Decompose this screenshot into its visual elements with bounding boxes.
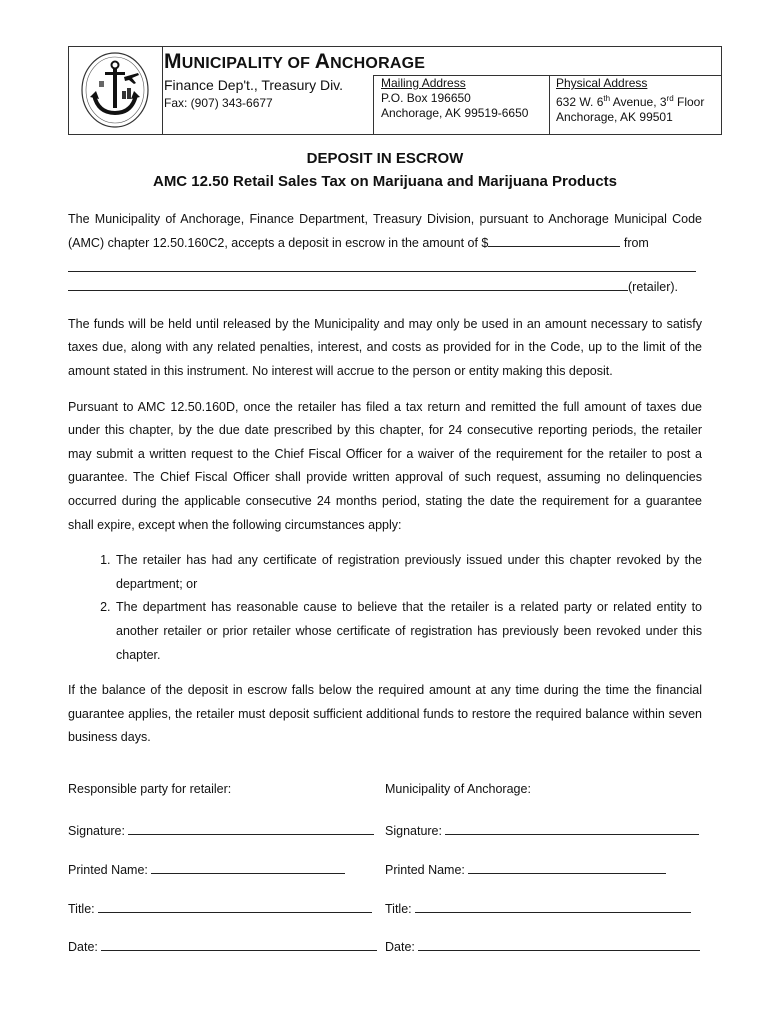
document-subtitle: AMC 12.50 Retail Sales Tax on Marijuana and Marijuana Products — [152, 173, 618, 190]
municipality-title: MUNICIPALITY OF ANCHORAGE — [164, 50, 426, 73]
funds-paragraph: The funds will be held until released by the Municipality and may only be used in an amount necessary to satisfy taxes due, along with any related penalties, interest, and costs as provided for in the Code, up to the limit of the amount stated in this instrument. No interest will accrue to the person or entity making this deposit. — [68, 316, 702, 378]
date-label: Date: — [385, 940, 415, 954]
signature-row — [68, 821, 708, 841]
retailer-label: (retailer). — [628, 280, 679, 295]
printed-name-row — [68, 860, 708, 880]
physical-address-line: 632 W. 6th Avenue, 3rd Floor — [556, 94, 705, 109]
mailing-address-line: P.O. Box 196650 — [381, 91, 471, 105]
title-label: Title: — [385, 902, 412, 916]
physical-address-heading: Physical Address — [556, 76, 648, 90]
printed-name-label: Printed Name: — [385, 863, 465, 877]
retailer-signature-field[interactable] — [128, 821, 374, 835]
document-title: DEPOSIT IN ESCROW — [306, 150, 464, 167]
list-item: 2. The department has reasonable cause to believe that the retailer is a related party or related entity to another retailer or prior retailer whose certificate of registration has previously been revoked under this chapter. — [114, 596, 702, 667]
signature-label: Signature: — [68, 824, 125, 838]
retailer-party-heading: Responsible party for retailer: — [68, 782, 232, 796]
municipal-seal-icon — [80, 51, 150, 129]
signature-headings — [68, 782, 708, 802]
mailing-address — [373, 75, 549, 134]
signature-label: Signature: — [385, 824, 442, 838]
circumstances-list — [68, 549, 702, 667]
list-item: 1. The retailer has had any certificate of registration previously issued under this chapter revoked by the department; or — [114, 549, 702, 596]
retailer-name-field[interactable] — [68, 253, 696, 272]
retailer-printed-name-field[interactable] — [151, 860, 345, 874]
fax-line: Fax: (907) 343-6677 — [164, 96, 273, 110]
physical-address — [549, 75, 721, 134]
waiver-paragraph: Pursuant to AMC 12.50.160D, once the retailer has filed a tax return and remitted the full amount of taxes due under this chapter, by the due date prescribed by this chapter, for 24 consecutive reporting periods, the retailer may submit a written request to the Chief Fiscal Officer for a waiver of the requirement for the retailer to post a guarantee. The Chief Fiscal Officer shall provide written approval of such request, assuming no delinquencies occurred during the applicable consecutive 24 months period, stating the date the requirement for a guarantee shall expire, except when the following circumstances apply: — [68, 399, 702, 532]
date-label: Date: — [68, 940, 98, 954]
intro-paragraph: The Municipality of Anchorage, Finance Department, Treasury Division, pursuant to Anchorage Municipal Code (AMC) chapter 12.50.160C2, accepts a deposit in escrow in the amount of $ from — [68, 212, 702, 250]
municipality-party-heading: Municipality of Anchorage: — [385, 782, 531, 796]
date-row — [68, 937, 708, 957]
seal-cell — [69, 47, 163, 134]
retailer-date-field[interactable] — [101, 937, 377, 951]
retailer-line — [68, 276, 702, 300]
municipality-date-field[interactable] — [418, 937, 700, 951]
department-line: Finance Dep't., Treasury Div. — [164, 77, 344, 93]
document-body — [68, 150, 702, 750]
title-row — [68, 899, 708, 919]
municipality-title-field[interactable] — [415, 899, 691, 913]
municipality-printed-name-field[interactable] — [468, 860, 666, 874]
mailing-address-line: Anchorage, AK 99519-6650 — [381, 106, 529, 120]
amount-field[interactable] — [488, 232, 620, 247]
mailing-address-heading: Mailing Address — [381, 76, 466, 90]
retailer-name-field-2[interactable] — [68, 276, 628, 291]
printed-name-label: Printed Name: — [68, 863, 148, 877]
municipality-signature-field[interactable] — [445, 821, 699, 835]
retailer-title-field[interactable] — [98, 899, 372, 913]
balance-paragraph: If the balance of the deposit in escrow falls below the required amount at any time during the time the financial guarantee applies, the retailer must deposit sufficient additional funds to restore the required balance within seven business days. — [68, 683, 702, 745]
physical-address-line: Anchorage, AK 99501 — [556, 110, 673, 124]
title-label: Title: — [68, 902, 95, 916]
letterhead — [68, 46, 722, 135]
